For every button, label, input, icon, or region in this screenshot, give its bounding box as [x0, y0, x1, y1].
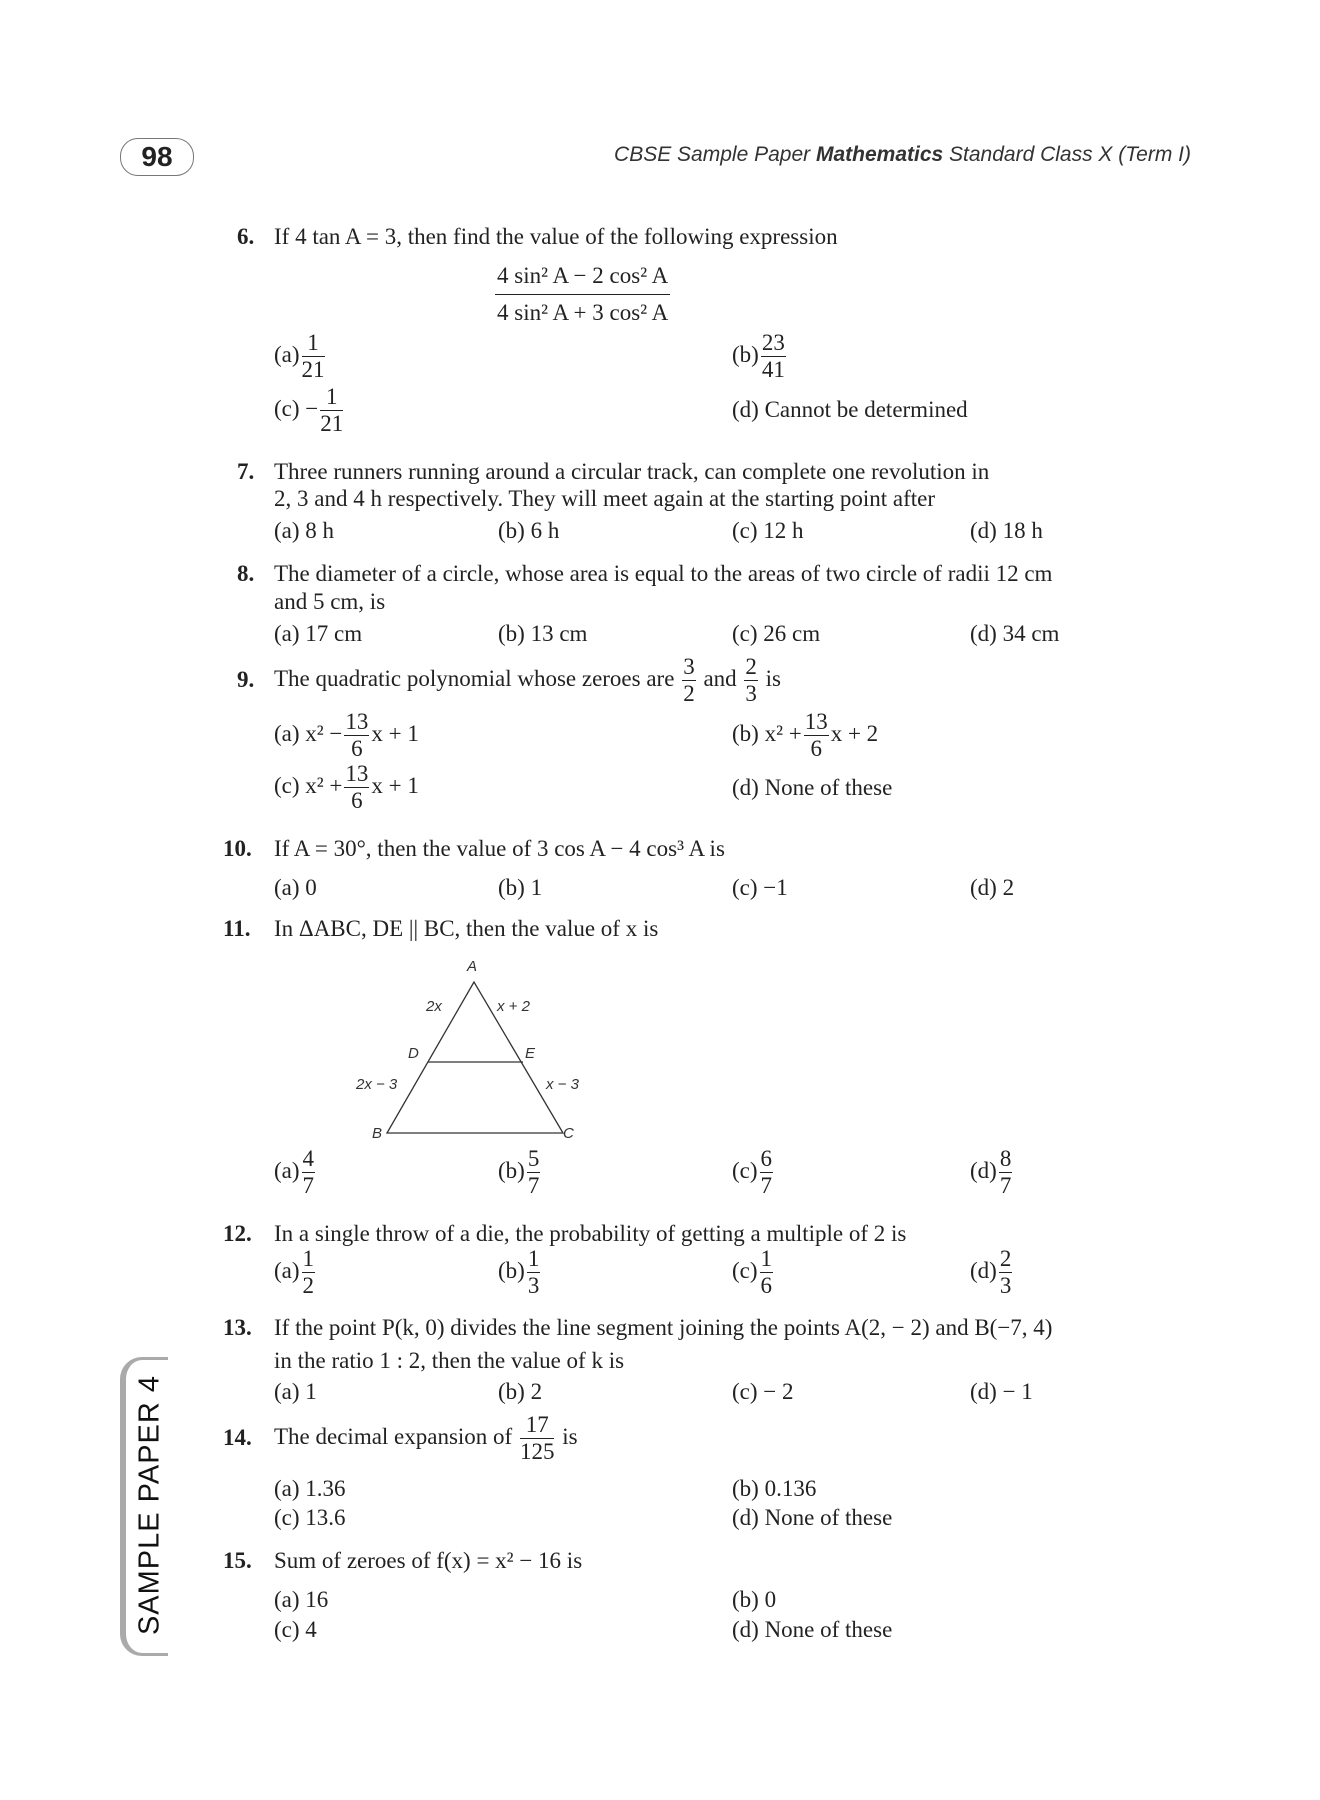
text: 1	[320, 384, 343, 411]
side-ad-label: 2x	[426, 998, 442, 1015]
option-c	[732, 1246, 775, 1299]
option-b: (b) 13 cm	[498, 621, 588, 646]
option-a: (a) 17 cm	[274, 621, 363, 646]
text: 1	[302, 330, 325, 357]
text: and	[703, 665, 737, 691]
question-text: If the point P(k, 0) divides the line segment joining the points A(2, − 2) and B(−7, 4)	[274, 1315, 1053, 1340]
side-ae-label: x + 2	[497, 998, 530, 1015]
text: x + 2	[830, 720, 879, 746]
question-text: in the ratio 1 : 2, then the value of k is	[274, 1348, 625, 1373]
text: 1	[302, 1246, 315, 1271]
text: (c) −	[274, 395, 319, 421]
text: 21	[320, 411, 344, 436]
option-a: (a) 8 h	[274, 518, 335, 543]
expression-numerator: 4 sin² A − 2 cos² A	[495, 258, 670, 295]
text: 1	[760, 1246, 773, 1271]
expression-denominator: 4 sin² A + 3 cos² A	[497, 300, 669, 325]
vertex-d-label: D	[408, 1045, 419, 1062]
question-text	[274, 1412, 578, 1465]
text: 21	[301, 357, 325, 382]
question-text: Sum of zeroes of f(x) = x² − 16 is	[274, 1548, 583, 1573]
question-number: 9.	[237, 667, 255, 692]
text: The quadratic polynomial whose zeroes are	[274, 665, 675, 691]
option-b	[498, 1246, 542, 1299]
option-d	[970, 1246, 1014, 1299]
option-d: (d) 18 h	[970, 518, 1043, 543]
question-text: 2, 3 and 4 h respectively. They will meet again at the starting point after	[274, 486, 936, 511]
question-number: 13.	[223, 1315, 252, 1340]
text: 17	[520, 1412, 555, 1439]
text: 2	[302, 1273, 315, 1298]
option-b	[498, 1146, 542, 1199]
option-a	[274, 1246, 317, 1299]
option-d: (d) 34 cm	[970, 621, 1060, 646]
option-b: (b) 1	[498, 875, 543, 900]
option-c: (c) −1	[732, 875, 788, 900]
option-b: (b) 6 h	[498, 518, 560, 543]
question-text: and 5 cm, is	[274, 589, 386, 614]
option-d: (d) None of these	[732, 1505, 893, 1530]
text: 3	[527, 1273, 540, 1298]
fraction	[999, 1246, 1013, 1299]
text: 13	[804, 709, 828, 734]
side-ec-label: x − 3	[546, 1076, 579, 1093]
question-text: If A = 30°, then the value of 3 cos A − 4 cos³ A is	[274, 836, 725, 861]
option-b: (b) 0.136	[732, 1476, 817, 1501]
fraction	[302, 1246, 316, 1299]
option-a	[274, 1146, 317, 1199]
text: 23	[761, 330, 785, 355]
text: (a)	[274, 1157, 300, 1183]
option-b: (b) 0	[732, 1587, 777, 1612]
text: (b)	[498, 1157, 525, 1183]
text: 6	[760, 1146, 773, 1171]
text: 3	[999, 1273, 1012, 1298]
text: (a) x² −	[274, 720, 343, 746]
option-c: (c) 4	[274, 1617, 317, 1642]
page-number: 98	[120, 138, 194, 176]
fraction	[302, 1146, 316, 1199]
option-c: (c) 13.6	[274, 1505, 346, 1530]
option-d: (d) Cannot be determined	[732, 397, 968, 422]
question-number: 7.	[237, 459, 255, 484]
text: (d)	[970, 1157, 997, 1183]
text: 41	[761, 357, 785, 382]
text: 6	[760, 1273, 773, 1298]
text: 7	[302, 1173, 315, 1198]
side-tab-label: SAMPLE PAPER 4	[133, 1374, 166, 1636]
question-number: 10.	[223, 836, 252, 861]
text: (a)	[274, 341, 300, 367]
header-suffix: Standard Class X (Term I)	[943, 143, 1191, 166]
fraction	[527, 1246, 541, 1299]
option-d: (d) None of these	[732, 775, 893, 800]
text: 6	[351, 788, 363, 813]
text: 8	[999, 1146, 1012, 1171]
vertex-a-label: A	[467, 958, 478, 975]
option-c: (c) − 2	[732, 1379, 794, 1404]
text: (c) x² +	[274, 772, 343, 798]
question-number: 6.	[237, 224, 255, 249]
text: 3	[745, 681, 757, 706]
text: (c)	[732, 1157, 758, 1183]
text: 13	[345, 761, 369, 786]
text: 5	[527, 1146, 540, 1171]
text: (b) x² +	[732, 720, 802, 746]
text: (a)	[274, 1257, 300, 1283]
header-subject: Mathematics	[815, 143, 944, 166]
text: x + 1	[371, 720, 419, 746]
option-c: (c) 12 h	[732, 518, 804, 543]
fraction	[527, 1146, 541, 1199]
text: 7	[527, 1173, 540, 1198]
fraction	[760, 1146, 774, 1199]
option-a: (a) 1.36	[274, 1476, 346, 1501]
vertex-b-label: B	[372, 1125, 383, 1142]
text: The decimal expansion of	[274, 1423, 513, 1449]
text: 1	[527, 1246, 540, 1271]
question-number: 15.	[223, 1548, 252, 1573]
question-text: Three runners running around a circular track, can complete one revolution in	[274, 459, 990, 484]
vertex-c-label: C	[563, 1125, 574, 1142]
option-a: (a) 1	[274, 1379, 317, 1404]
option-a: (a) 16	[274, 1587, 329, 1612]
option-c: (c) 26 cm	[732, 621, 821, 646]
text: 6	[810, 736, 822, 761]
question-text: In ΔABC, DE || BC, then the value of x is	[274, 916, 659, 941]
header-prefix: CBSE Sample Paper	[614, 143, 816, 166]
option-d: (d) None of these	[732, 1617, 893, 1642]
text: is	[562, 1423, 578, 1449]
option-d	[970, 1146, 1014, 1199]
text: 2	[999, 1246, 1012, 1271]
text: 6	[351, 736, 363, 761]
question-text: The diameter of a circle, whose area is equal to the areas of two circle of radii 12 cm	[274, 561, 1053, 586]
text: x + 1	[371, 772, 419, 798]
text: 3	[683, 654, 695, 679]
text: 2	[683, 681, 695, 706]
text: 13	[345, 709, 369, 734]
option-b: (b) 2	[498, 1379, 543, 1404]
question-number: 14.	[223, 1425, 252, 1450]
text: (b)	[498, 1257, 525, 1283]
question-number: 11.	[223, 916, 251, 941]
text: 125	[519, 1439, 555, 1464]
text: 7	[999, 1173, 1012, 1198]
question-text: In a single throw of a die, the probability of getting a multiple of 2 is	[274, 1221, 907, 1246]
fraction	[999, 1146, 1013, 1199]
option-a: (a) 0	[274, 875, 317, 900]
text: (c)	[732, 1257, 758, 1283]
question-number: 8.	[237, 561, 255, 586]
option-c	[732, 1146, 775, 1199]
question-number: 12.	[223, 1221, 252, 1246]
text: (d)	[970, 1257, 997, 1283]
text: 2	[745, 654, 757, 679]
side-db-label: 2x − 3	[356, 1076, 398, 1093]
option-d: (d) − 1	[970, 1379, 1033, 1404]
text: (b)	[732, 341, 759, 367]
option-d: (d) 2	[970, 875, 1015, 900]
question-text: If 4 tan A = 3, then find the value of the following expression	[274, 224, 838, 249]
text: is	[765, 665, 781, 691]
fraction	[760, 1246, 774, 1299]
vertex-e-label: E	[525, 1045, 536, 1062]
fraction	[520, 1412, 555, 1465]
text: 7	[760, 1173, 773, 1198]
text: 4	[302, 1146, 315, 1171]
